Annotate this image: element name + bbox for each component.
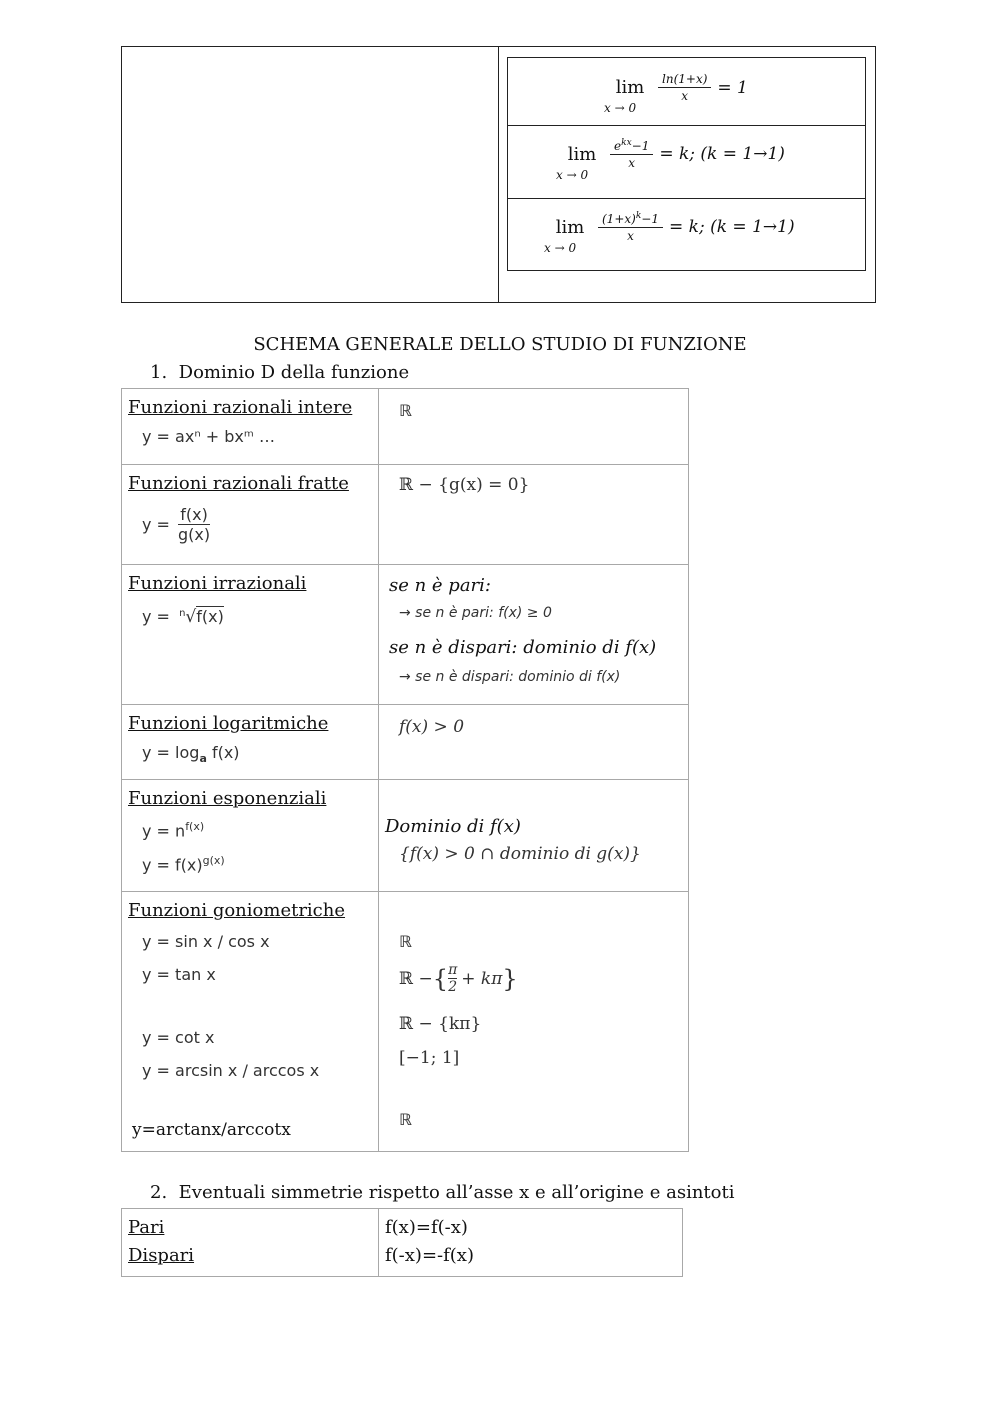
domain-value: ℝ <box>399 401 412 420</box>
symmetry-def-dispari: f(-x)=-f(x) <box>385 1245 474 1266</box>
formula: $y = f(x)^{g(x)}$ <box>142 854 225 875</box>
formula: y = $\frac{f(x)}{g(x)}$ <box>142 505 211 544</box>
lim-word: lim x → 0 <box>556 143 597 182</box>
top-box-divider <box>498 46 499 303</box>
symmetry-def-pari: f(x)=f(-x) <box>385 1217 468 1238</box>
limit-result: = k; (k = 1→1) <box>659 144 785 164</box>
limit-row-exp <box>508 126 865 199</box>
domain-value: ℝ − { π 2 + kπ } <box>399 962 518 995</box>
category-label: Funzioni logaritmiche <box>128 713 329 734</box>
domain-value: ℝ − {g(x) = 0} <box>399 475 530 495</box>
formula: y = cot x <box>142 1028 215 1047</box>
symmetry-label-dispari: Dispari <box>128 1245 195 1266</box>
domain-note: Dominio di f(x) <box>385 816 521 837</box>
table-row <box>122 465 689 565</box>
domain-value: ℝ <box>399 932 412 951</box>
formula: y = sin x / cos x <box>142 932 270 951</box>
table-row <box>122 705 689 780</box>
fraction: $\frac{e^{kx}-1}{x}$ <box>610 138 653 170</box>
category-label: Funzioni razionali fratte <box>128 473 349 494</box>
formula: y = $^n$√f(x) <box>142 607 224 627</box>
fraction: $\frac{(1+x)^k-1}{x}$ <box>598 211 663 243</box>
formula: $y = n^{f(x)}$ <box>142 820 205 841</box>
domain-value: {f(x) > 0 ∩ dominio di g(x)} <box>399 844 641 864</box>
formula: y = arcsin x / arccos x <box>142 1061 320 1080</box>
domain-note: se n è dispari: dominio di f(x) <box>389 637 657 658</box>
domain-value: ℝ <box>399 1110 412 1129</box>
table-row <box>122 780 689 892</box>
domain-note: se n è pari: <box>389 575 491 596</box>
symmetry-label-pari: Pari <box>128 1217 165 1238</box>
fraction: $\frac{\ln(1+x)}{x}$ <box>658 72 711 103</box>
domain-value: f(x) > 0 <box>399 717 465 737</box>
domain-value: ℝ − {kπ} <box>399 1014 482 1034</box>
section-2-heading: 2. Eventuali simmetrie rispetto all’asse x e all’origine e asintoti <box>150 1182 735 1203</box>
domain-value: [−1; 1] <box>399 1048 460 1068</box>
section-1-heading: 1. Dominio D della funzione <box>150 362 410 383</box>
limit-row-power <box>508 199 865 270</box>
limit-result: = 1 <box>717 77 748 98</box>
limit-row-ln <box>508 58 865 126</box>
limit-result: = k; (k = 1→1) <box>669 217 795 237</box>
table-row <box>122 389 689 465</box>
table-row <box>122 565 689 705</box>
table-row <box>122 892 689 1152</box>
category-label: Funzioni goniometriche <box>128 900 346 921</box>
category-label: Funzioni irrazionali <box>128 573 307 594</box>
formula: y = axⁿ + bxᵐ … <box>142 427 275 446</box>
table-row <box>122 1209 683 1277</box>
formula: y=arctanx/arccotx <box>132 1120 291 1140</box>
formula: $y = \log_a f(x)$ <box>142 743 240 766</box>
schema-title: SCHEMA GENERALE DELLO STUDIO DI FUNZIONE <box>253 334 747 355</box>
category-label: Funzioni esponenziali <box>128 788 327 809</box>
domain-table <box>121 388 689 1152</box>
lim-word: lim x → 0 <box>544 216 585 255</box>
limits-table <box>507 57 866 271</box>
domain-value: → se n è dispari: dominio di f(x) <box>399 669 621 685</box>
symmetry-table <box>121 1208 683 1277</box>
formula: y = tan x <box>142 965 216 984</box>
lim-word: lim x → 0 <box>604 77 645 115</box>
category-label: Funzioni razionali intere <box>128 397 353 418</box>
domain-value: → se n è pari: f(x) ≥ 0 <box>399 605 552 621</box>
